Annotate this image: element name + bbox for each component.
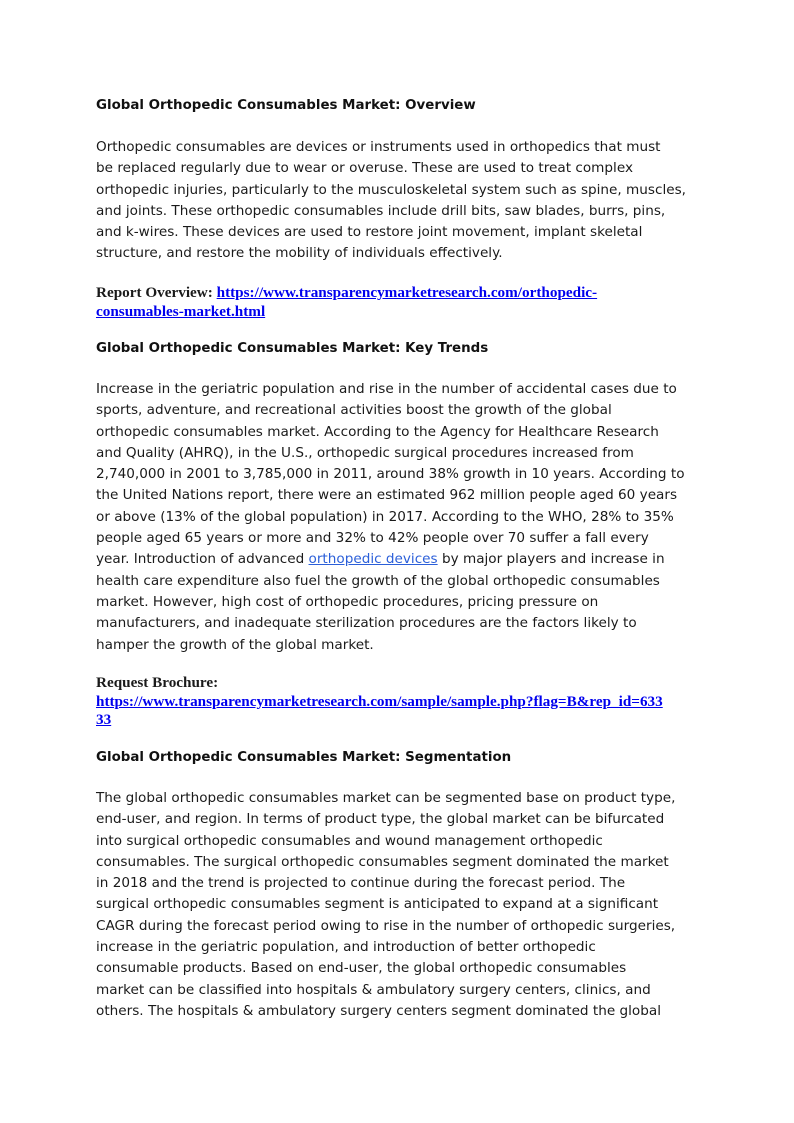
text-line: end-user, and region. In terms of product type, the global market can be bifurcated [96,811,665,828]
text-line: increase in the geriatric population, and introduction of better orthopedic [96,939,596,956]
report-overview-link[interactable]: https://www.transparencymarketresearch.com/orthopedic- [216,284,598,301]
text-line: the United Nations report, there were an estimated 962 million people aged 60 years [96,487,678,504]
report-overview [96,284,701,321]
text-line: hamper the growth of the global market. [96,636,374,653]
text-fragment: year. Introduction of advanced [96,551,309,568]
key-trends-heading: Global Orthopedic Consumables Market: Key Trends [96,341,489,356]
text-line: manufacturers, and inadequate sterilization procedures are the factors likely to [96,615,637,632]
text-line: CAGR during the forecast period owing to rise in the number of orthopedic surgeries, [96,917,676,934]
text-line: consumable products. Based on end-user, the global orthopedic consumables [96,960,627,977]
text-line: sports, adventure, and recreational activities boost the growth of the global [96,402,612,419]
text-line: surgical orthopedic consumables segment is anticipated to expand at a significant [96,896,659,913]
text-line: people aged 65 years or more and 32% to 42% people over 70 suffer a fall every [96,530,649,547]
text-line: Orthopedic consumables are devices or instruments used in orthopedics that must [96,139,661,155]
text-line: or above (13% of the global population) in 2017. According to the WHO, 28% to 35% [96,508,674,525]
text-line: The global orthopedic consumables market can be segmented base on product type, [96,790,676,806]
text-line: health care expenditure also fuel the growth of the global orthopedic consumables [96,572,660,589]
text-line: into surgical orthopedic consumables and wound management orthopedic [96,832,603,849]
text-line-with-link [96,549,701,570]
text-line: orthopedic consumables market. According to the Agency for Healthcare Research [96,423,659,440]
request-brochure-link-cont[interactable]: 33 [96,711,112,728]
text-line: market can be classified into hospitals & ambulatory surgery centers, clinics, and [96,981,651,998]
request-brochure-label: Request Brochure: [96,674,219,691]
overview-heading: Global Orthopedic Consumables Market: Overview [96,98,476,113]
text-line: in 2018 and the trend is projected to continue during the forecast period. The [96,875,626,892]
text-line: and Quality (AHRQ), in the U.S., orthopedic surgical procedures increased from [96,444,634,461]
orthopedic-devices-link[interactable]: orthopedic devices [308,551,438,568]
text-line: orthopedic injuries, particularly to the musculoskeletal system such as spine, muscles, [96,181,687,198]
text-fragment: by major players and increase in [437,551,665,568]
text-line: structure, and restore the mobility of individuals effectively. [96,245,503,262]
text-line: consumables. The surgical orthopedic consumables segment dominated the market [96,853,669,870]
text-line: be replaced regularly due to wear or overuse. These are used to treat complex [96,160,633,177]
request-brochure [96,674,701,730]
report-overview-link-cont[interactable]: consumables-market.html [96,302,266,320]
text-line: others. The hospitals & ambulatory surgery centers segment dominated the global [96,1002,661,1019]
text-line: Increase in the geriatric population and rise in the number of accidental cases due to [96,381,677,397]
text-line: and joints. These orthopedic consumables include drill bits, saw blades, burrs, pins, [96,202,666,219]
text-line: and k-wires. These devices are used to restore joint movement, implant skeletal [96,224,643,241]
text-line: market. However, high cost of orthopedic procedures, pricing pressure on [96,593,599,610]
text-line: 2,740,000 in 2001 to 3,785,000 in 2011, around 38% growth in 10 years. According to [96,466,685,483]
key-trends-paragraph [96,379,701,656]
segmentation-paragraph [96,788,701,1022]
request-brochure-link[interactable]: https://www.transparencymarketresearch.com/sample/sample.php?flag=B&rep_id=633 [96,692,663,710]
overview-paragraph [96,137,701,265]
report-overview-label: Report Overview: [96,284,217,301]
segmentation-heading: Global Orthopedic Consumables Market: Segmentation [96,750,512,765]
